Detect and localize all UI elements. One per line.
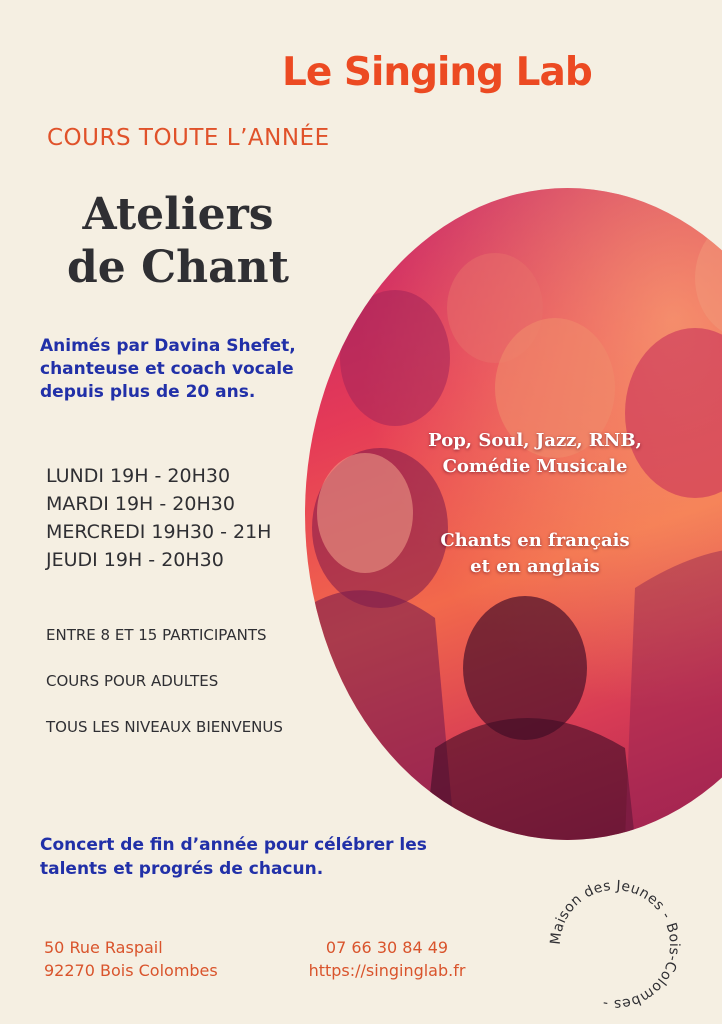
address-city: 92270 Bois Colombes: [44, 961, 218, 980]
photo-silhouettes: [305, 188, 722, 840]
stamp-ring: [540, 870, 690, 1020]
schedule-item: MARDI 19H - 20H30: [46, 493, 235, 515]
website-link[interactable]: https://singinglab.fr: [308, 961, 466, 980]
address-block: [44, 936, 218, 982]
intro-line-2: chanteuse et coach vocale: [40, 359, 294, 379]
schedule-item: JEUDI 19H - 20H30: [46, 549, 224, 571]
styles-line-2: Comédie Musicale: [442, 456, 628, 477]
music-styles-text: [395, 428, 675, 480]
styles-line-1: Pop, Soul, Jazz, RNB,: [428, 430, 642, 451]
lang-line-1: Chants en français: [440, 530, 630, 551]
facts-list: [46, 626, 283, 764]
title-line-1: Ateliers: [82, 189, 274, 240]
brand-logo: [282, 50, 687, 100]
lang-line-2: et en anglais: [470, 556, 600, 577]
stamp-text: Maison des Jeunes - Bois-Colombes -: [547, 877, 683, 1013]
contact-block: [298, 936, 476, 982]
concert-line-1: Concert de fin d’année pour célébrer les: [40, 835, 427, 855]
phone-number[interactable]: 07 66 30 84 49: [325, 938, 449, 957]
fact-item: COURS POUR ADULTES: [46, 672, 219, 690]
languages-text: [395, 528, 675, 580]
concert-line-2: talents et progrés de chacun.: [40, 859, 324, 879]
address-street: 50 Rue Raspail: [44, 938, 163, 957]
circular-stamp: [540, 870, 690, 1020]
logo-text: Le Singing Lab: [282, 50, 592, 95]
svg-text:Maison des Jeunes - Bois-Colom: [548, 878, 682, 1012]
concert-text: [40, 833, 440, 881]
schedule-item: MERCREDI 19H30 - 21H: [46, 521, 272, 543]
fact-item: ENTRE 8 ET 15 PARTICIPANTS: [46, 626, 267, 644]
page-title: [58, 188, 298, 294]
title-line-2: de Chant: [67, 242, 289, 293]
intro-line-3: depuis plus de 20 ans.: [40, 382, 256, 402]
schedule-item: LUNDI 19H - 20H30: [46, 465, 231, 487]
eyebrow-heading: COURS TOUTE L’ANNÉE: [47, 125, 330, 151]
fact-item: TOUS LES NIVEAUX BIENVENUS: [46, 718, 283, 736]
intro-text: [40, 335, 330, 404]
schedule-list: [46, 462, 271, 574]
singers-photo: [305, 188, 722, 840]
intro-line-1: Animés par Davina Shefet,: [40, 336, 296, 356]
